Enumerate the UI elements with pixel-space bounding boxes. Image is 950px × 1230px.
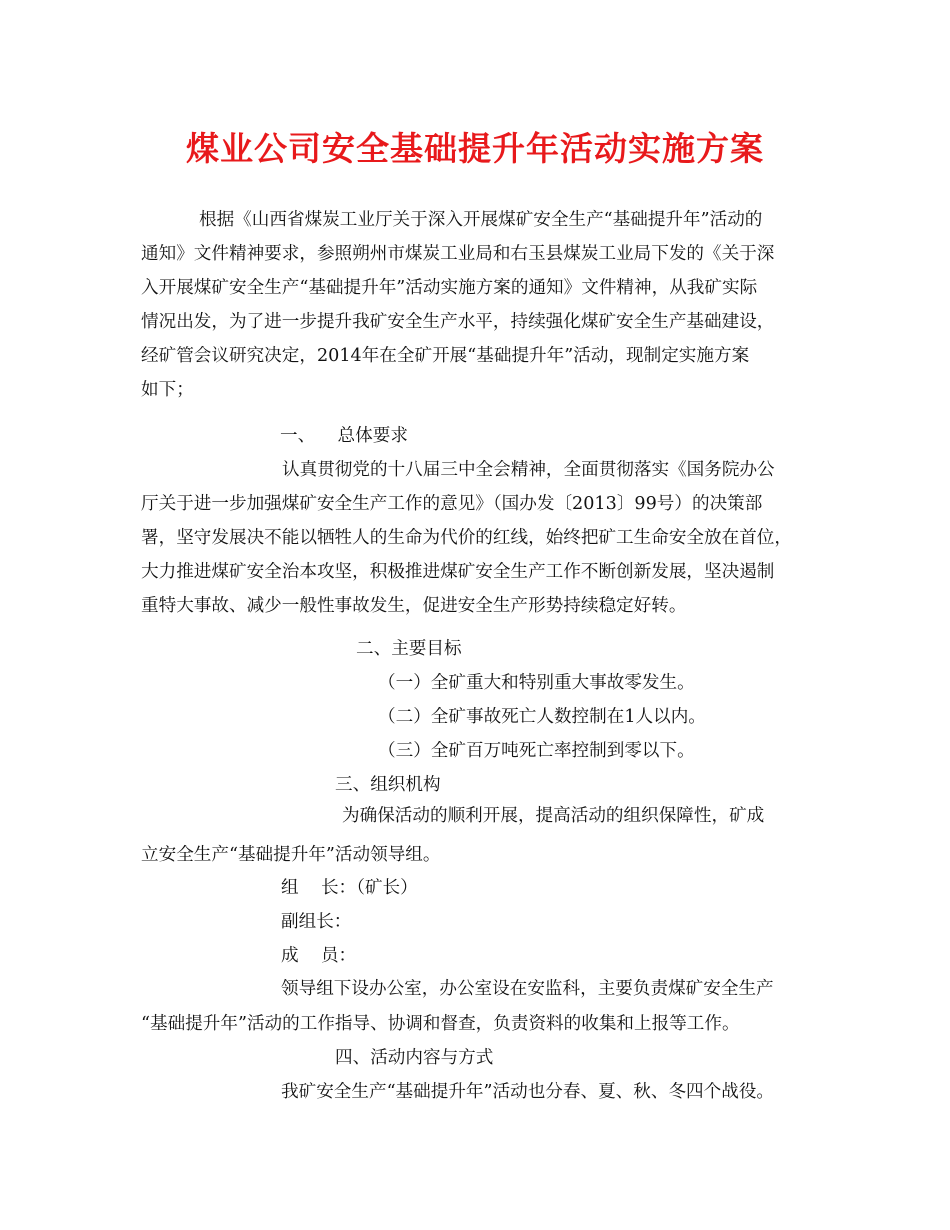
section-heading: 三、组织机构 — [335, 775, 441, 795]
goal-item: （一）全矿重大和特别重大事故零发生。 — [378, 673, 695, 693]
body-line: 为确保活动的顺利开展，提高活动的组织保障性，矿成 — [342, 806, 765, 826]
goal-item: （三）全矿百万吨死亡率控制到零以下。 — [378, 741, 695, 761]
intro-line: 入开展煤矿安全生产“基础提升年”活动实施方案的通知》文件精神，从我矿实际 — [141, 278, 758, 298]
deputy-leader-line: 副组长： — [281, 912, 352, 932]
section-heading: 四、活动内容与方式 — [335, 1048, 494, 1068]
body-line: 立安全生产“基础提升年”活动领导组。 — [141, 845, 441, 865]
section-heading: 二、主要目标 — [356, 639, 462, 659]
intro-line: 如下； — [141, 380, 194, 400]
intro-line: 情况出发，为了进一步提升我矿安全生产水平，持续强化煤矿安全生产基础建设， — [141, 312, 775, 332]
body-line: 领导组下设办公室，办公室设在安监科，主要负责煤矿安全生产 — [281, 979, 774, 999]
intro-line: 根据《山西省煤炭工业厅关于深入开展煤矿安全生产“基础提升年”活动的 — [199, 210, 763, 230]
intro-line: 经矿管会议研究决定，2014年在全矿开展“基础提升年”活动，现制定实施方案 — [141, 346, 750, 366]
section-heading: 一、 总体要求 — [280, 426, 408, 446]
body-line: “基础提升年”活动的工作指导、协调和督查，负责资料的收集和上报等工作。 — [141, 1014, 740, 1034]
body-line: 我矿安全生产“基础提升年”活动也分春、夏、秋、冬四个战役。 — [281, 1082, 775, 1102]
members-line: 成 员： — [281, 946, 357, 966]
leader-line: 组 长：（矿长） — [281, 878, 418, 898]
page-title: 煤业公司安全基础提升年活动实施方案 — [186, 129, 764, 168]
body-line: 署，坚守发展决不能以牺牲人的生命为代价的红线，始终把矿工生命安全放在首位， — [141, 528, 792, 548]
goal-item: （二）全矿事故死亡人数控制在1人以内。 — [378, 707, 706, 727]
body-line: 厅关于进一步加强煤矿安全生产工作的意见》（国办发〔2013〕99号）的决策部 — [141, 494, 763, 514]
body-line: 认真贯彻党的十八届三中全会精神，全面贯彻落实《国务院办公 — [282, 460, 775, 480]
body-line: 大力推进煤矿安全治本攻坚，积极推进煤矿安全生产工作不断创新发展，坚决遏制 — [141, 562, 775, 582]
intro-line: 通知》文件精神要求，参照朔州市煤炭工业局和右玉县煤炭工业局下发的《关于深 — [141, 244, 775, 264]
body-line: 重特大事故、减少一般性事故发生，促进安全生产形势持续稳定好转。 — [141, 596, 687, 616]
